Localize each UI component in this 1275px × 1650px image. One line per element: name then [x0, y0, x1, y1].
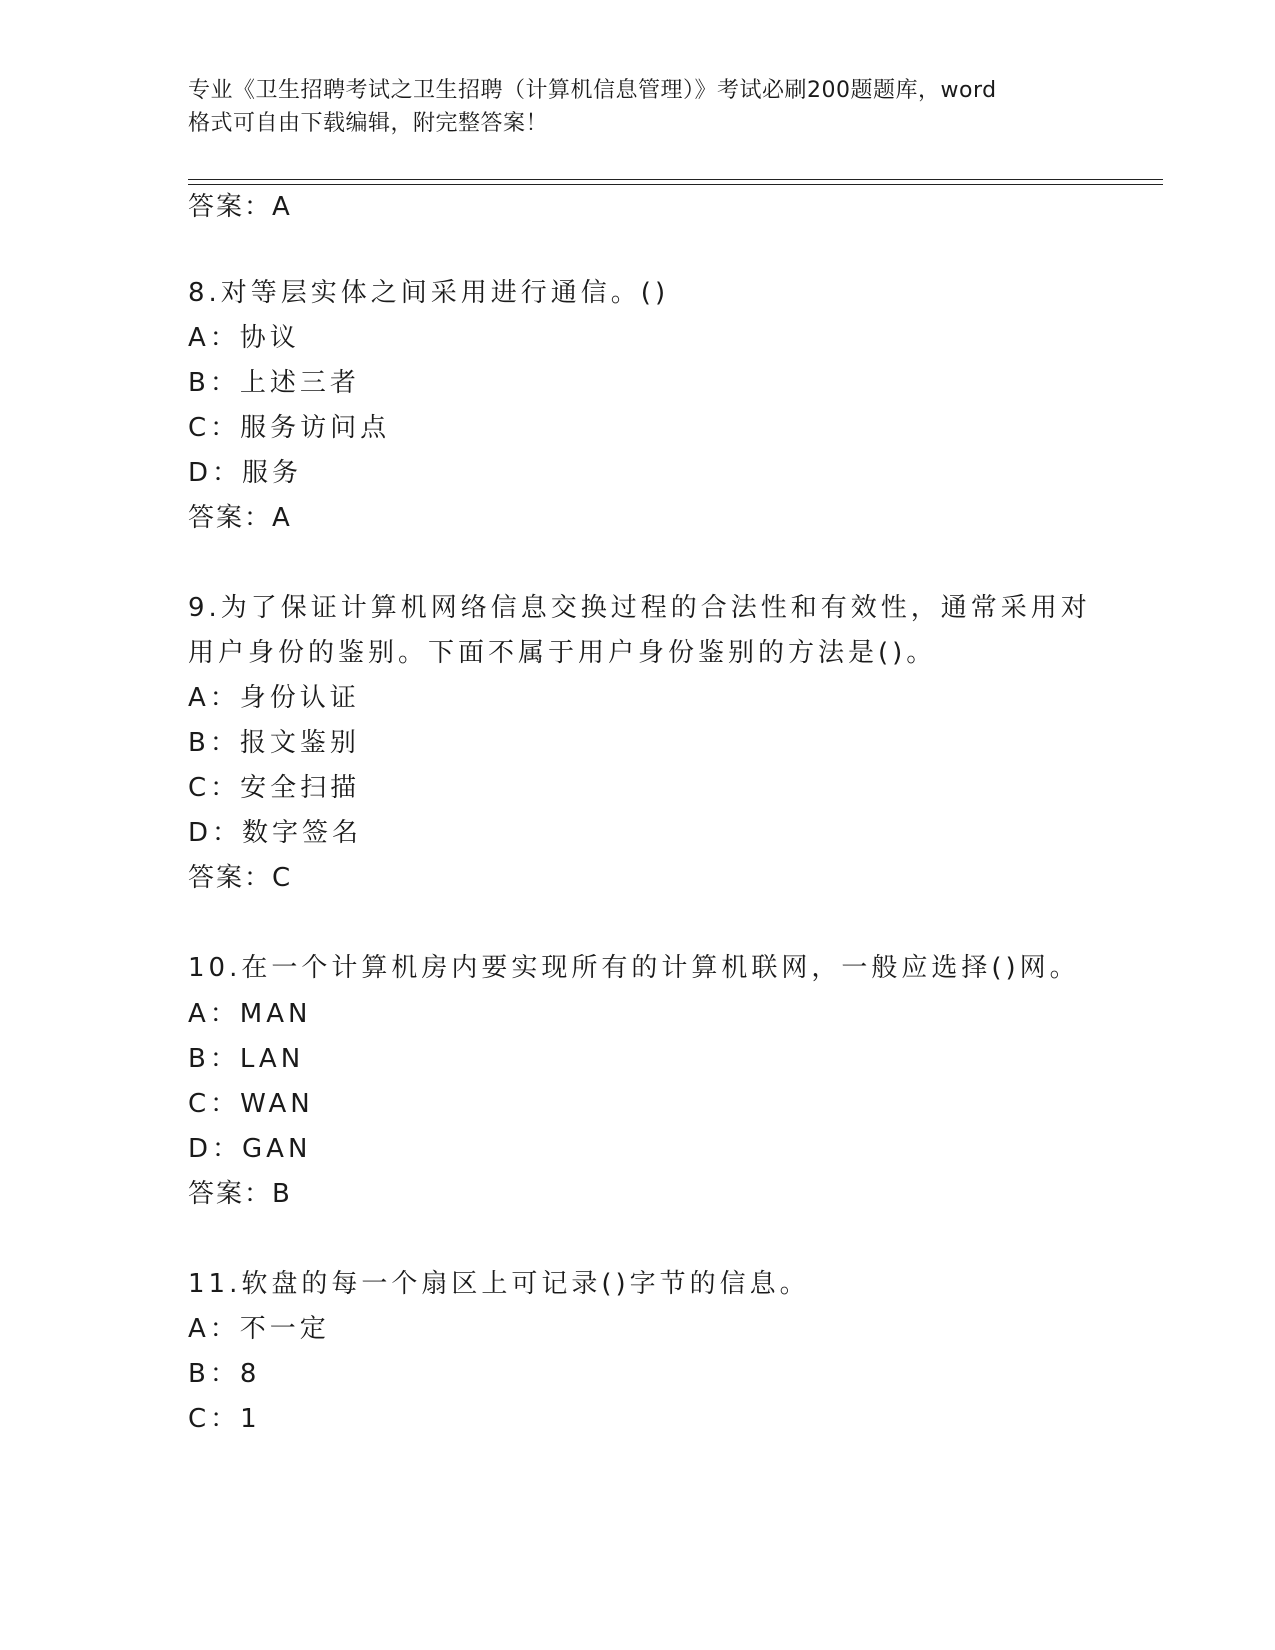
question-9-option-c: C：安全扫描 — [188, 773, 361, 803]
header-divider-bottom — [188, 184, 1163, 185]
question-11-option-c: C：1 — [188, 1404, 261, 1434]
question-9-stem-line-1: 9.为了保证计算机网络信息交换过程的合法性和有效性，通常采用对 — [188, 593, 1091, 623]
document-header — [188, 74, 1108, 140]
question-8-option-d: D：服务 — [188, 458, 303, 488]
question-10-option-b: B：LAN — [188, 1044, 305, 1074]
question-8-option-b: B：上述三者 — [188, 368, 360, 398]
question-10-answer: 答案：B — [188, 1179, 292, 1209]
question-8-answer: 答案：A — [188, 503, 292, 533]
question-11-stem: 11.软盘的每一个扇区上可记录()字节的信息。 — [188, 1269, 810, 1299]
question-10-option-a: A：MAN — [188, 999, 312, 1029]
question-11-option-b: B：8 — [188, 1359, 261, 1389]
header-line-2: 格式可自由下载编辑，附完整答案！ — [188, 111, 549, 136]
question-10-option-d: D：GAN — [188, 1134, 312, 1164]
question-11-option-a: A：不一定 — [188, 1314, 330, 1344]
question-8-option-c: C：服务访问点 — [188, 413, 391, 443]
question-10-option-c: C：WAN — [188, 1089, 314, 1119]
question-10-stem: 10.在一个计算机房内要实现所有的计算机联网，一般应选择()网。 — [188, 953, 1080, 983]
previous-answer: 答案：A — [188, 192, 292, 222]
header-divider-top — [188, 179, 1163, 180]
question-9-option-d: D：数字签名 — [188, 818, 363, 848]
question-9-stem-line-2: 用户身份的鉴别。下面不属于用户身份鉴别的方法是()。 — [188, 638, 937, 668]
question-8-option-a: A：协议 — [188, 323, 300, 353]
question-9-answer: 答案：C — [188, 863, 293, 893]
question-9-option-a: A：身份认证 — [188, 683, 360, 713]
question-8-stem: 8.对等层实体之间采用进行通信。() — [188, 278, 670, 308]
question-9-option-b: B：报文鉴别 — [188, 728, 360, 758]
header-line-1: 专业《卫生招聘考试之卫生招聘（计算机信息管理）》考试必刷200题题库，word — [188, 78, 997, 103]
